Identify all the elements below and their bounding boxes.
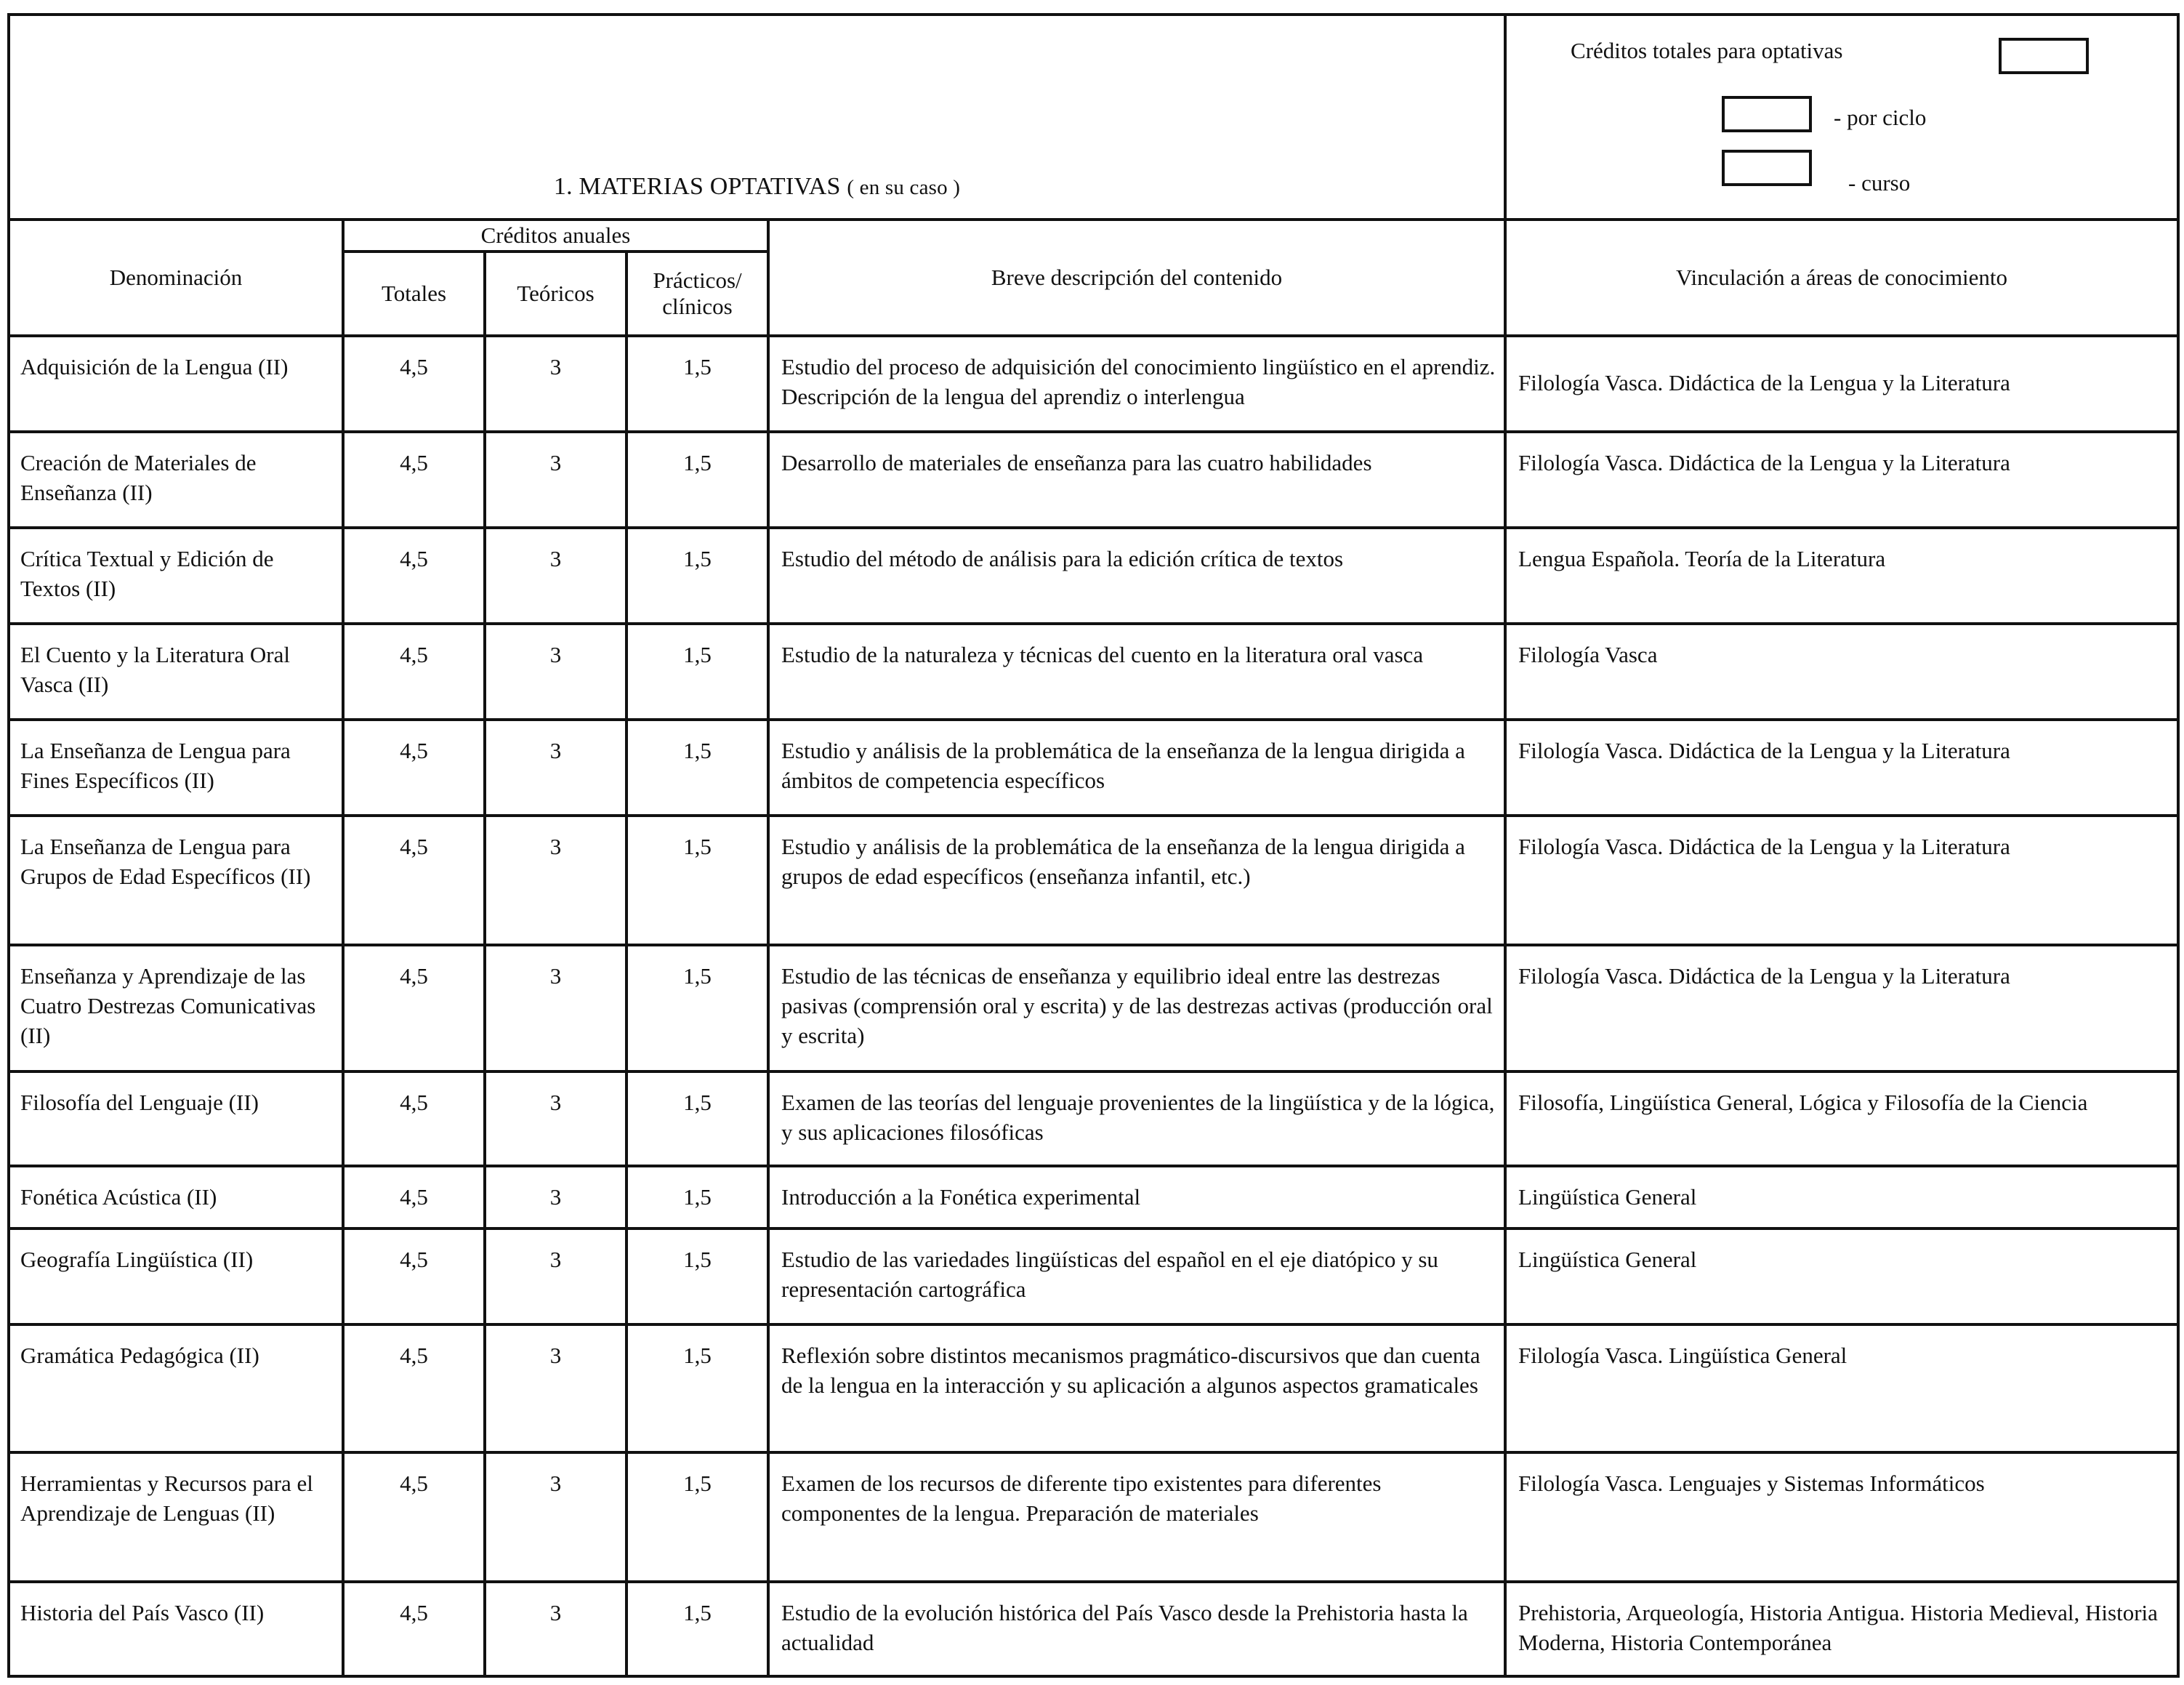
- table-row: [9, 432, 2178, 528]
- table-row: [9, 720, 2178, 816]
- cell-descripcion-text: Estudio y análisis de la problemática de la enseñanza de la lengua dirigida a ámbitos de competencia específicos: [781, 738, 1465, 793]
- table-row: [9, 1452, 2178, 1582]
- cell-teoricos-text: 3: [549, 354, 562, 379]
- cell-vinculacion: [1505, 1582, 2178, 1676]
- cell-totales-text: 4,5: [400, 834, 428, 859]
- cell-teoricos: [485, 528, 626, 624]
- cell-denominacion-text: Adquisición de la Lengua (II): [20, 354, 289, 379]
- cell-denominacion: [9, 1166, 343, 1228]
- cell-vinculacion-text: Filología Vasca. Didáctica de la Lengua y la Literatura: [1518, 963, 2010, 989]
- cell-descripcion-text: Examen de los recursos de diferente tipo existentes para diferentes componentes de la lengua. Preparación de materiales: [781, 1471, 1382, 1526]
- cell-practicos-text: 1,5: [683, 450, 712, 475]
- table-body: [9, 336, 2178, 1676]
- header-creditos-anuales: Créditos anuales: [343, 220, 768, 252]
- cell-vinculacion: [1505, 1071, 2178, 1166]
- cell-totales: [343, 624, 485, 720]
- cell-denominacion-text: Herramientas y Recursos para el Aprendizaje de Lenguas (II): [20, 1471, 313, 1526]
- cell-totales-text: 4,5: [400, 1184, 428, 1210]
- header-practicos: Prácticos/ clínicos: [626, 252, 768, 336]
- cell-practicos-text: 1,5: [683, 1090, 712, 1115]
- optativas-table: [7, 13, 2180, 1678]
- cell-practicos: [626, 1228, 768, 1324]
- credits-panel: [1505, 15, 2178, 220]
- cell-practicos: [626, 1452, 768, 1582]
- cell-vinculacion: [1505, 816, 2178, 945]
- table-row: [9, 624, 2178, 720]
- cell-descripcion-text: Desarrollo de materiales de enseñanza para las cuatro habilidades: [781, 450, 1372, 475]
- title-cell: [9, 15, 1505, 220]
- credits-total-box[interactable]: [1999, 38, 2089, 74]
- cell-totales-text: 4,5: [400, 642, 428, 667]
- cell-totales: [343, 1324, 485, 1452]
- page-title: [10, 173, 1504, 201]
- cell-practicos: [626, 1166, 768, 1228]
- cell-vinculacion-text: Filología Vasca. Didáctica de la Lengua y la Literatura: [1518, 370, 2010, 395]
- cell-totales-text: 4,5: [400, 1247, 428, 1272]
- cell-totales: [343, 1452, 485, 1582]
- cell-denominacion: [9, 720, 343, 816]
- cell-teoricos-text: 3: [549, 1184, 562, 1210]
- cell-totales: [343, 432, 485, 528]
- cell-denominacion: [9, 816, 343, 945]
- cell-totales-text: 4,5: [400, 1343, 428, 1368]
- cell-descripcion-text: Introducción a la Fonética experimental: [781, 1184, 1141, 1210]
- cell-teoricos: [485, 720, 626, 816]
- cell-teoricos-text: 3: [549, 1600, 562, 1625]
- cell-practicos: [626, 720, 768, 816]
- cell-descripcion-text: Estudio del método de análisis para la edición crítica de textos: [781, 546, 1344, 571]
- cell-denominacion-text: Historia del País Vasco (II): [20, 1600, 265, 1625]
- cell-denominacion: [9, 432, 343, 528]
- cell-vinculacion: [1505, 720, 2178, 816]
- optativas-sheet: [7, 13, 2177, 1679]
- cell-descripcion: [768, 624, 1505, 720]
- table-row: [9, 1166, 2178, 1228]
- cell-teoricos: [485, 1071, 626, 1166]
- cell-vinculacion-text: Filología Vasca. Lenguajes y Sistemas Informáticos: [1518, 1471, 1985, 1496]
- cell-teoricos-text: 3: [549, 834, 562, 859]
- header-row-1: [9, 220, 2178, 252]
- cell-totales: [343, 336, 485, 432]
- cell-teoricos-text: 3: [549, 1090, 562, 1115]
- cell-descripcion-text: Estudio de las variedades lingüísticas del español en el eje diatópico y su representación cartográfica: [781, 1247, 1438, 1302]
- cell-vinculacion-text: Prehistoria, Arqueología, Historia Antigua. Historia Medieval, Historia Moderna, Historia Contemporánea: [1518, 1600, 2158, 1655]
- cell-teoricos-text: 3: [549, 1247, 562, 1272]
- cell-totales: [343, 816, 485, 945]
- cell-teoricos-text: 3: [549, 642, 562, 667]
- header-denominacion: Denominación: [9, 220, 343, 336]
- cell-vinculacion: [1505, 945, 2178, 1071]
- cell-practicos-text: 1,5: [683, 354, 712, 379]
- cell-teoricos: [485, 816, 626, 945]
- cell-practicos-text: 1,5: [683, 738, 712, 763]
- cell-denominacion: [9, 528, 343, 624]
- cell-totales-text: 4,5: [400, 963, 428, 989]
- credits-total-label: Créditos totales para optativas: [1571, 38, 1843, 63]
- cell-practicos: [626, 1582, 768, 1676]
- cell-teoricos: [485, 1228, 626, 1324]
- cell-denominacion: [9, 1324, 343, 1452]
- cell-denominacion-text: Fonética Acústica (II): [20, 1184, 217, 1210]
- cell-teoricos: [485, 1452, 626, 1582]
- cell-totales-text: 4,5: [400, 1471, 428, 1496]
- cell-teoricos-text: 3: [549, 546, 562, 571]
- cell-denominacion: [9, 1582, 343, 1676]
- cell-vinculacion-text: Lengua Española. Teoría de la Literatura: [1518, 546, 1886, 571]
- title-sub: ( en su caso ): [847, 176, 961, 199]
- cell-practicos-text: 1,5: [683, 1600, 712, 1625]
- table-row: [9, 1228, 2178, 1324]
- cell-practicos: [626, 336, 768, 432]
- cell-totales: [343, 528, 485, 624]
- cell-totales-text: 4,5: [400, 354, 428, 379]
- cell-descripcion-text: Estudio de la evolución histórica del País Vasco desde la Prehistoria hasta la actualidad: [781, 1600, 1468, 1655]
- cell-vinculacion-text: Filosofía, Lingüística General, Lógica y Filosofía de la Ciencia: [1518, 1090, 2088, 1115]
- header-vinculacion: Vinculación a áreas de conocimiento: [1505, 220, 2178, 336]
- cell-practicos-text: 1,5: [683, 546, 712, 571]
- table-row: [9, 528, 2178, 624]
- cell-vinculacion: [1505, 432, 2178, 528]
- cell-vinculacion-text: Lingüística General: [1518, 1184, 1697, 1210]
- cell-denominacion: [9, 336, 343, 432]
- cell-totales: [343, 1071, 485, 1166]
- cell-denominacion: [9, 1228, 343, 1324]
- cell-descripcion: [768, 1166, 1505, 1228]
- cell-totales-text: 4,5: [400, 450, 428, 475]
- cell-denominacion: [9, 1071, 343, 1166]
- cell-descripcion: [768, 945, 1505, 1071]
- credits-ciclo-label: - por ciclo: [1834, 105, 1927, 130]
- cell-vinculacion-text: Filología Vasca: [1518, 642, 1658, 667]
- cell-totales: [343, 1582, 485, 1676]
- cell-totales-text: 4,5: [400, 546, 428, 571]
- cell-totales-text: 4,5: [400, 738, 428, 763]
- cell-practicos-text: 1,5: [683, 1471, 712, 1496]
- cell-practicos: [626, 1071, 768, 1166]
- cell-denominacion-text: Geografía Lingüística (II): [20, 1247, 254, 1272]
- header-totales: Totales: [343, 252, 485, 336]
- table-row: [9, 336, 2178, 432]
- cell-totales-text: 4,5: [400, 1090, 428, 1115]
- cell-teoricos-text: 3: [549, 1471, 562, 1496]
- cell-descripcion-text: Estudio de la naturaleza y técnicas del cuento en la literatura oral vasca: [781, 642, 1424, 667]
- cell-teoricos-text: 3: [549, 450, 562, 475]
- table-row: [9, 1071, 2178, 1166]
- cell-denominacion: [9, 624, 343, 720]
- table-row: [9, 945, 2178, 1071]
- cell-denominacion: [9, 1452, 343, 1582]
- cell-descripcion-text: Estudio y análisis de la problemática de la enseñanza de la lengua dirigida a grupos de edad específicos (enseñanza infantil, etc.): [781, 834, 1465, 889]
- cell-descripcion-text: Examen de las teorías del lenguaje provenientes de la lingüística y de la lógica, y sus aplicaciones filosóficas: [781, 1090, 1495, 1145]
- cell-teoricos-text: 3: [549, 1343, 562, 1368]
- cell-vinculacion-text: Lingüística General: [1518, 1247, 1697, 1272]
- cell-denominacion-text: Creación de Materiales de Enseñanza (II): [20, 450, 257, 505]
- table-row: [9, 816, 2178, 945]
- cell-descripcion: [768, 432, 1505, 528]
- cell-practicos: [626, 624, 768, 720]
- cell-practicos-text: 1,5: [683, 642, 712, 667]
- cell-denominacion-text: La Enseñanza de Lengua para Grupos de Edad Específicos (II): [20, 834, 311, 889]
- table-row: [9, 1582, 2178, 1676]
- cell-vinculacion-text: Filología Vasca. Lingüística General: [1518, 1343, 1847, 1368]
- cell-descripcion: [768, 816, 1505, 945]
- cell-descripcion: [768, 1452, 1505, 1582]
- cell-descripcion: [768, 336, 1505, 432]
- cell-teoricos: [485, 624, 626, 720]
- cell-practicos: [626, 432, 768, 528]
- cell-practicos: [626, 528, 768, 624]
- cell-totales: [343, 1228, 485, 1324]
- cell-descripcion: [768, 720, 1505, 816]
- cell-descripcion-text: Estudio de las técnicas de enseñanza y equilibrio ideal entre las destrezas pasivas (comprensión oral y escrita) y de las destrezas activas (producción oral y escrita): [781, 963, 1493, 1048]
- cell-practicos: [626, 945, 768, 1071]
- credits-curso-label: - curso: [1848, 170, 1911, 196]
- cell-denominacion-text: El Cuento y la Literatura Oral Vasca (II): [20, 642, 291, 697]
- cell-practicos: [626, 1324, 768, 1452]
- cell-vinculacion: [1505, 1166, 2178, 1228]
- cell-vinculacion: [1505, 528, 2178, 624]
- header-descripcion: Breve descripción del contenido: [768, 220, 1505, 336]
- cell-teoricos-text: 3: [549, 738, 562, 763]
- cell-descripcion: [768, 1228, 1505, 1324]
- cell-denominacion: [9, 945, 343, 1071]
- cell-teoricos: [485, 1324, 626, 1452]
- cell-teoricos: [485, 945, 626, 1071]
- cell-denominacion-text: Enseñanza y Aprendizaje de las Cuatro Destrezas Comunicativas (II): [20, 963, 316, 1048]
- cell-denominacion-text: Filosofía del Lenguaje (II): [20, 1090, 259, 1115]
- cell-totales: [343, 1166, 485, 1228]
- cell-descripcion-text: Reflexión sobre distintos mecanismos pragmático-discursivos que dan cuenta de la lengua en la interacción y su aplicación a algunos aspectos gramaticales: [781, 1343, 1480, 1398]
- cell-vinculacion: [1505, 1452, 2178, 1582]
- cell-totales: [343, 945, 485, 1071]
- cell-totales: [343, 720, 485, 816]
- cell-totales-text: 4,5: [400, 1600, 428, 1625]
- credits-ciclo-box[interactable]: [1722, 96, 1812, 132]
- cell-descripcion-text: Estudio del proceso de adquisición del conocimiento lingüístico en el aprendiz. Descripción de la lengua del aprendiz o interlengua: [781, 354, 1496, 409]
- cell-denominacion-text: Gramática Pedagógica (II): [20, 1343, 259, 1368]
- cell-practicos-text: 1,5: [683, 834, 712, 859]
- cell-vinculacion-text: Filología Vasca. Didáctica de la Lengua y la Literatura: [1518, 450, 2010, 475]
- cell-teoricos: [485, 336, 626, 432]
- cell-descripcion: [768, 1582, 1505, 1676]
- cell-vinculacion: [1505, 624, 2178, 720]
- cell-denominacion-text: Crítica Textual y Edición de Textos (II): [20, 546, 274, 601]
- title-main: 1. MATERIAS OPTATIVAS: [553, 173, 841, 200]
- cell-denominacion-text: La Enseñanza de Lengua para Fines Específicos (II): [20, 738, 291, 793]
- cell-vinculacion: [1505, 336, 2178, 432]
- cell-descripcion: [768, 1071, 1505, 1166]
- cell-teoricos: [485, 432, 626, 528]
- cell-vinculacion: [1505, 1228, 2178, 1324]
- cell-vinculacion-text: Filología Vasca. Didáctica de la Lengua y la Literatura: [1518, 738, 2010, 763]
- cell-practicos-text: 1,5: [683, 963, 712, 989]
- cell-vinculacion: [1505, 1324, 2178, 1452]
- cell-teoricos: [485, 1166, 626, 1228]
- cell-descripcion: [768, 1324, 1505, 1452]
- title-row: [9, 15, 2178, 220]
- cell-practicos-text: 1,5: [683, 1184, 712, 1210]
- cell-vinculacion-text: Filología Vasca. Didáctica de la Lengua y la Literatura: [1518, 834, 2010, 859]
- header-teoricos: Teóricos: [485, 252, 626, 336]
- cell-practicos: [626, 816, 768, 945]
- cell-practicos-text: 1,5: [683, 1343, 712, 1368]
- cell-practicos-text: 1,5: [683, 1247, 712, 1272]
- table-row: [9, 1324, 2178, 1452]
- credits-curso-box[interactable]: [1722, 150, 1812, 186]
- cell-teoricos-text: 3: [549, 963, 562, 989]
- cell-descripcion: [768, 528, 1505, 624]
- cell-teoricos: [485, 1582, 626, 1676]
